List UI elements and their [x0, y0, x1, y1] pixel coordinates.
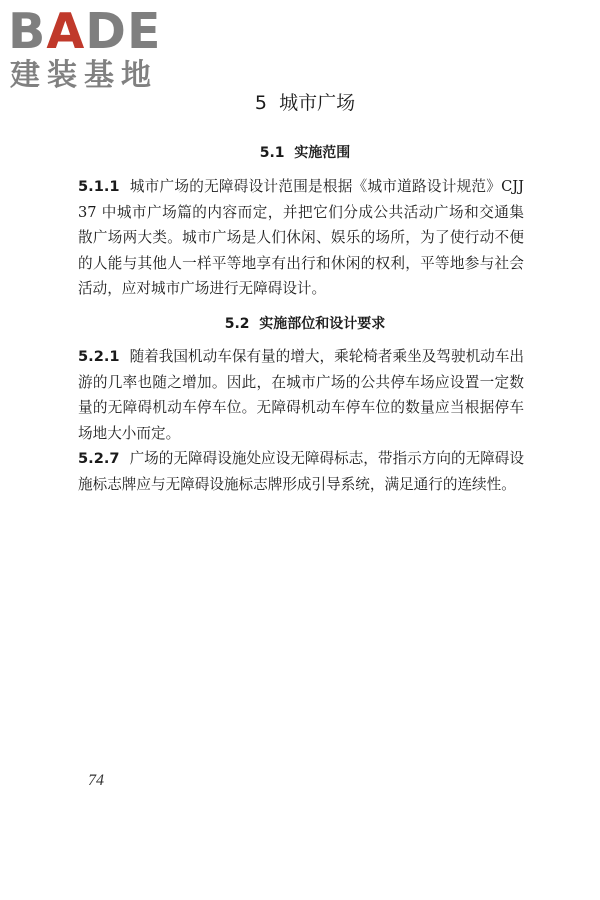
- watermark-logo: [8, 4, 178, 94]
- clause-text: 城市广场的无障碍设计范围是根据《城市道路设计规范》CJJ 37 中城市广场篇的内容而定，并把它们分成公共活动广场和交通集散广场两大类。城市广场是人们休闲、娱乐的场所，为了使行动不便的人能与其他人一样平等地享有出行和休闲的权利，平等地参与社会活动，应对城市广场进行无障碍设计。: [78, 178, 524, 297]
- clause-number: 5.1.1: [78, 178, 120, 195]
- clause-paragraph: [78, 174, 524, 302]
- watermark-brand-a: A: [46, 3, 86, 60]
- clause-paragraph: [78, 446, 524, 497]
- watermark-subtitle: 建装基地: [10, 58, 158, 93]
- watermark-brand-b: B: [8, 3, 47, 60]
- section-title: 5.2 实施部位和设计要求: [224, 316, 386, 332]
- watermark-brand-de: DE: [85, 3, 162, 60]
- clause-number: 5.2.7: [78, 450, 120, 467]
- clause-number: 5.2.1: [78, 348, 120, 365]
- page-number: 74: [88, 772, 104, 789]
- clause-text: 随着我国机动车保有量的增大，乘轮椅者乘坐及驾驶机动车出游的几率也随之增加。因此，在城市广场的公共停车场应设置一定数量的无障碍机动车停车位。无障碍机动车停车位的数量应当根据停车场地大小而定。: [78, 348, 524, 442]
- clause-paragraph: [78, 344, 524, 446]
- chapter-title: 5 城市广场: [254, 92, 356, 114]
- section-title: 5.1 实施范围: [259, 145, 351, 161]
- clause-text: 广场的无障碍设施处应设无障碍标志，带指示方向的无障碍设施标志牌应与无障碍设施标志牌形成引导系统，满足通行的连续性。: [78, 450, 524, 493]
- watermark-brand: [8, 4, 161, 60]
